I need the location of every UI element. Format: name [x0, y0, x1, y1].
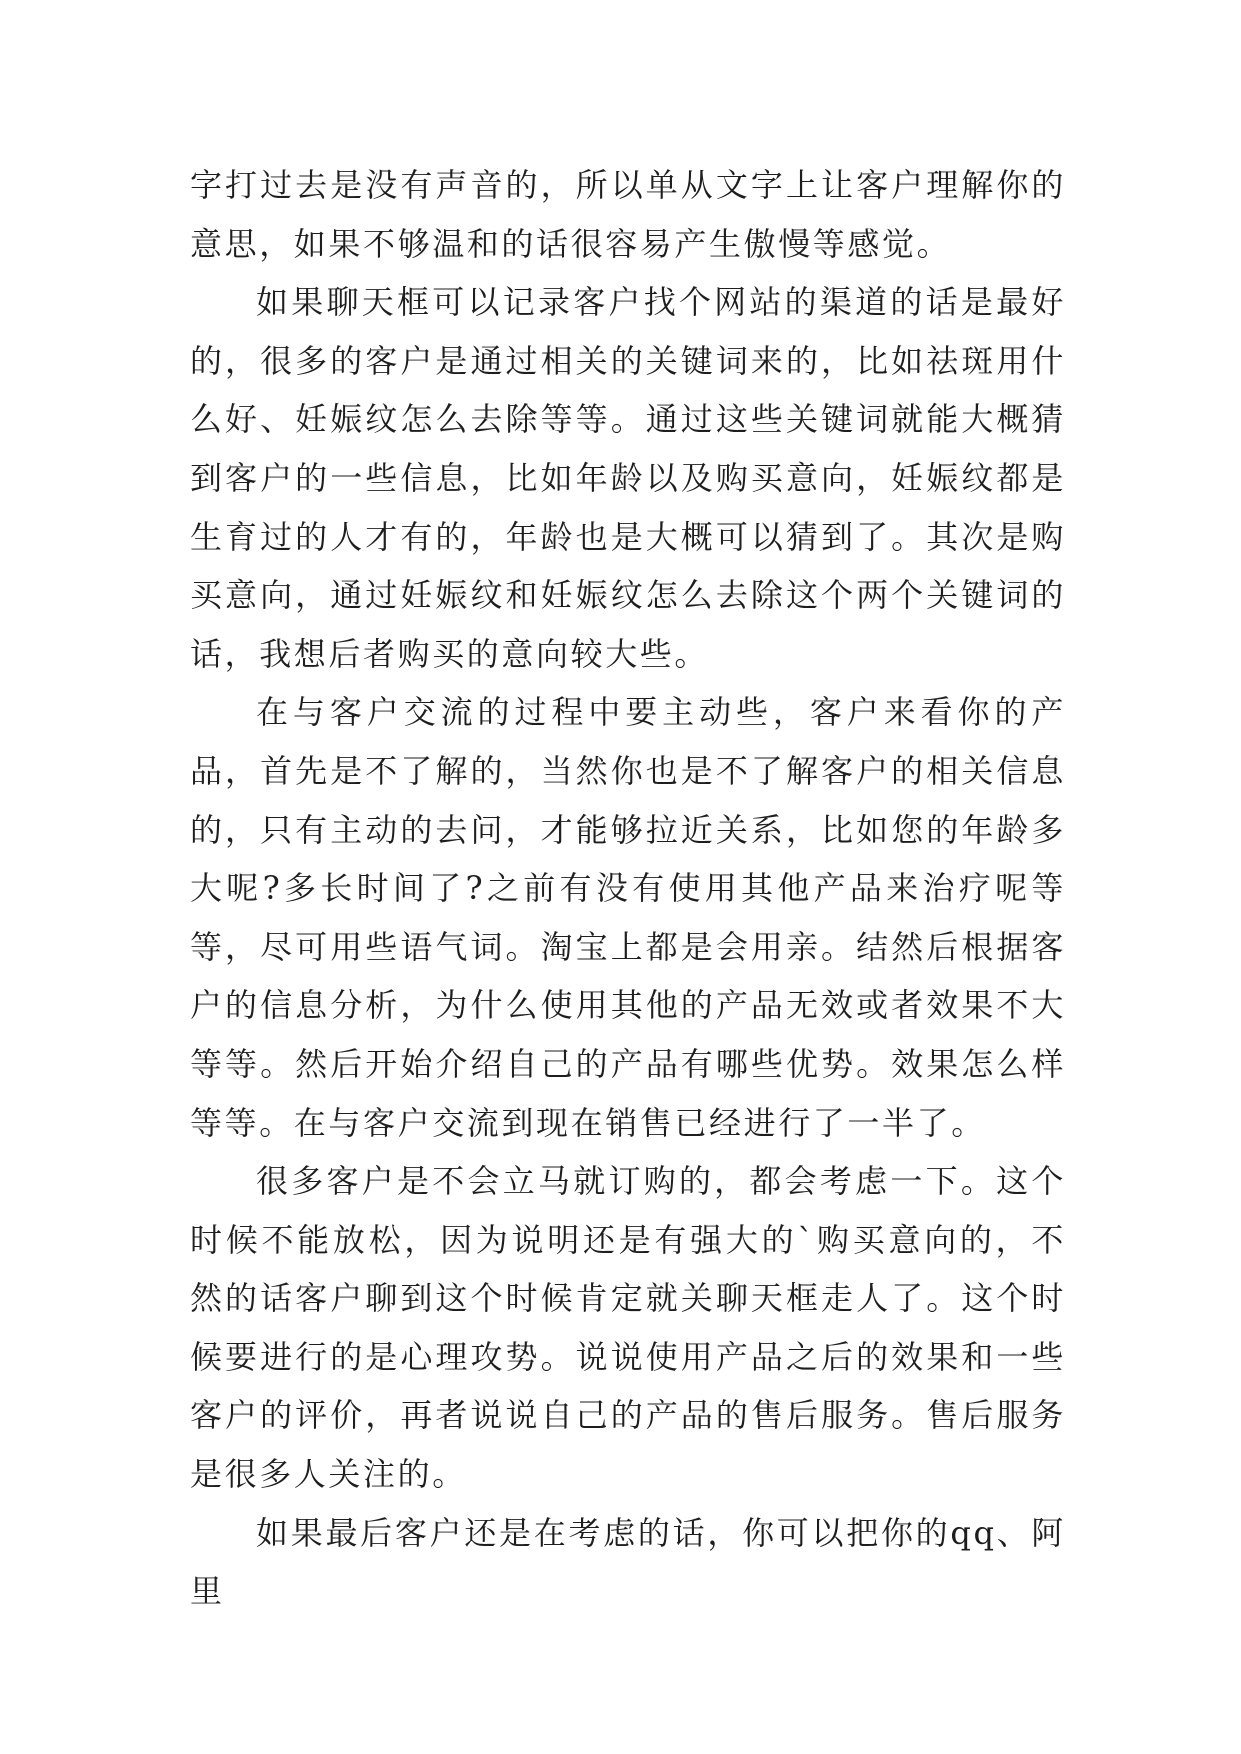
paragraph-5: 如果最后客户还是在考虑的话，你可以把你的qq、阿里 [190, 1513, 1066, 1611]
document-body [190, 156, 1066, 1621]
paragraph-2: 如果聊天框可以记录客户找个网站的渠道的话是最好的，很多的客户是通过相关的关键词来的，比如祛斑用什么好、妊娠纹怎么去除等等。通过这些关键词就能大概猜到客户的一些信息，比如年龄以及购买意向，妊娠纹都是生育过的人才有的，年龄也是大概可以猜到了。其次是购买意向，通过妊娠纹和妊娠纹怎么去除这个两个关键词的话，我想后者购买的意向较大些。 [190, 283, 1066, 673]
paragraph-1: 字打过去是没有声音的，所以单从文字上让客户理解你的意思，如果不够温和的话很容易产生傲慢等感觉。 [190, 166, 1066, 263]
paragraph-4: 很多客户是不会立马就订购的，都会考虑一下。这个时候不能放松，因为说明还是有强大的`购买意向的，不然的话客户聊到这个时候肯定就关聊天框走人了。这个时候要进行的是心理攻势。说说使用产品之后的效果和一些客户的评价，再者说说自己的产品的售后服务。售后服务是很多人关注的。 [190, 1162, 1066, 1494]
paragraph-3: 在与客户交流的过程中要主动些，客户来看你的产品，首先是不了解的，当然你也是不了解客户的相关信息的，只有主动的去问，才能够拉近关系，比如您的年龄多大呢?多长时间了?之前有没有使用其他产品来治疗呢等等，尽可用些语气词。淘宝上都是会用亲。结然后根据客户的信息分析，为什么使用其他的产品无效或者效果不大等等。然后开始介绍自己的产品有哪些优势。效果怎么样等等。在与客户交流到现在销售已经进行了一半了。 [190, 693, 1066, 1142]
